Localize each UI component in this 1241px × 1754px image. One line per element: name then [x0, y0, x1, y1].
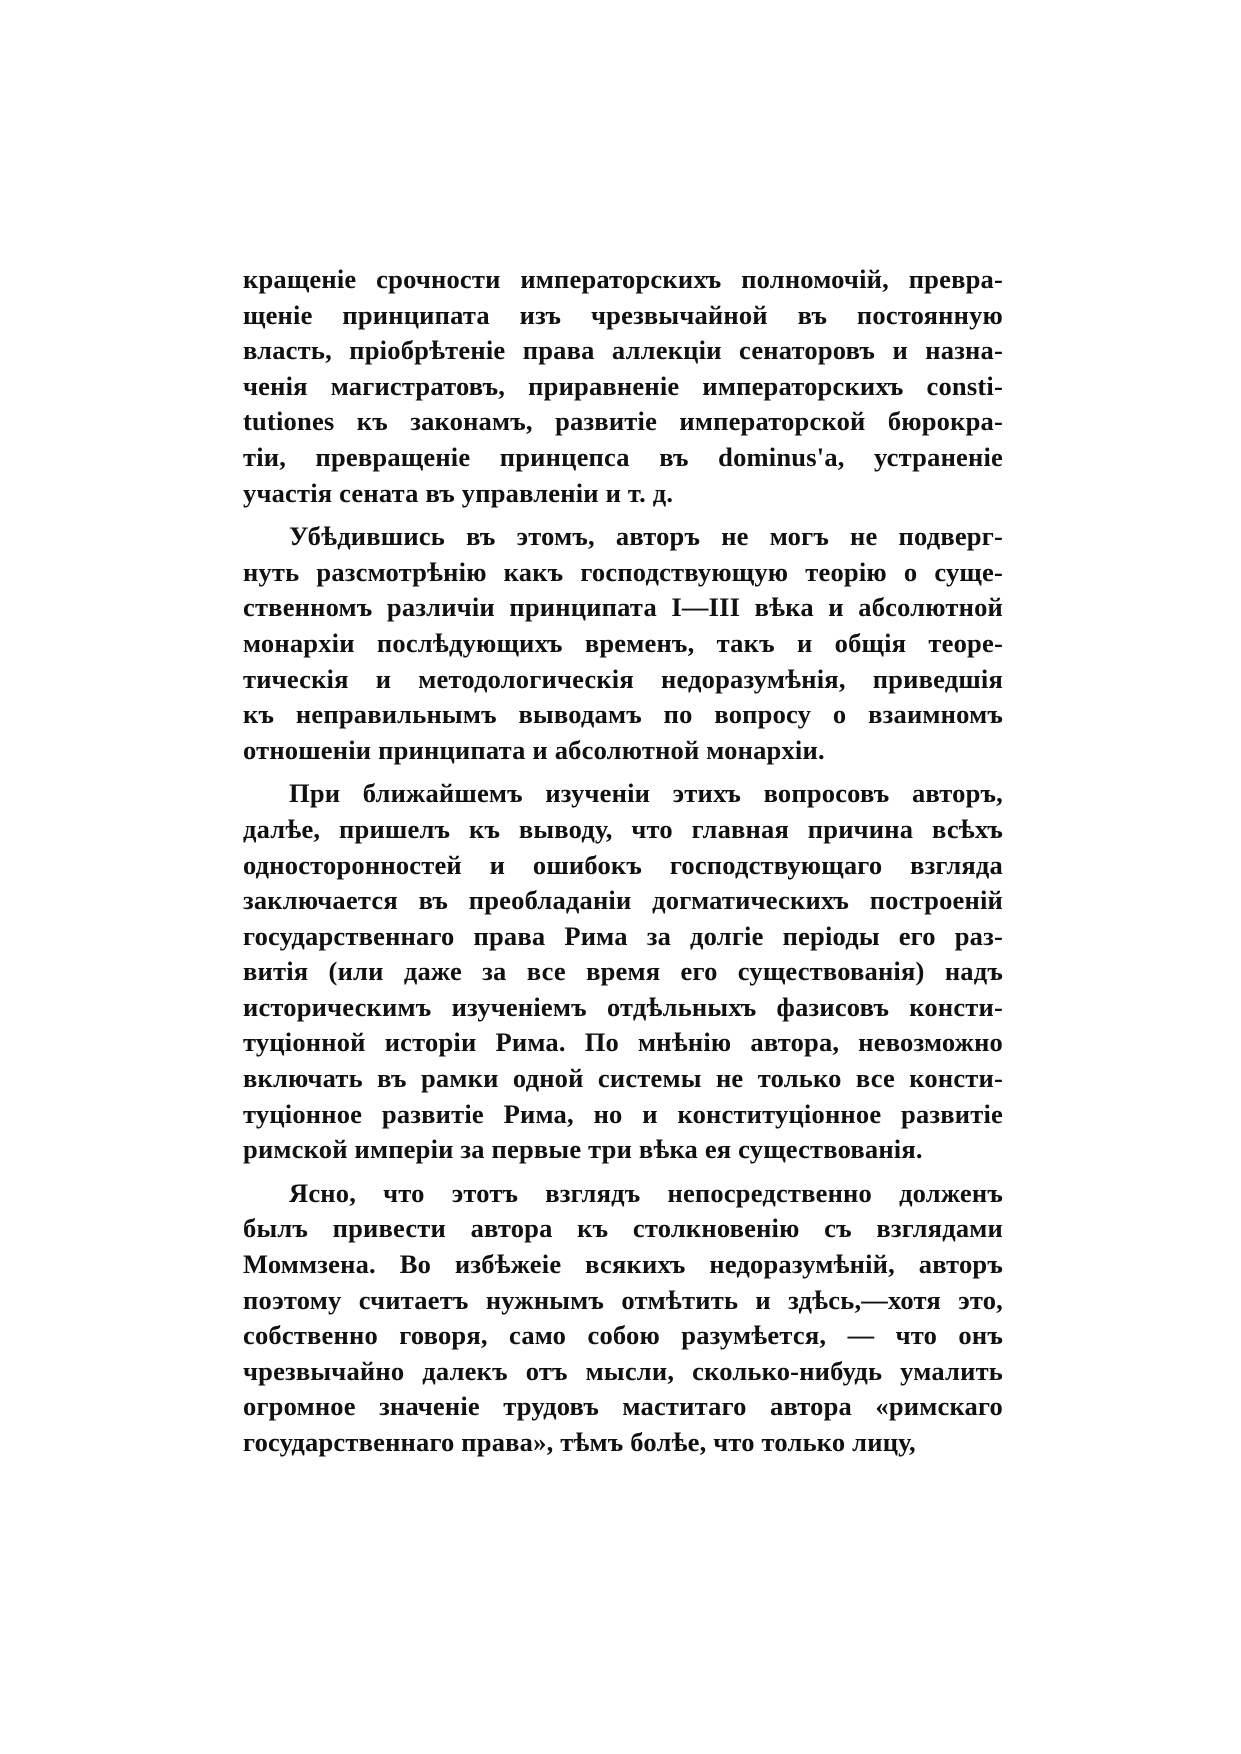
- text-line: римской имперіи за первые три вѣка ея существованія.: [243, 1134, 923, 1165]
- text-line: Моммзена. Во избѣжеіе всякихъ недоразумѣній, авторъ: [243, 1249, 1003, 1280]
- text-line: историческимъ изученіемъ отдѣльныхъ фазисовъ консти-: [243, 991, 1003, 1022]
- text-line: включать въ рамки одной системы не только все консти-: [243, 1063, 1003, 1094]
- text-line: участія сената въ управленіи и т. д.: [243, 477, 674, 508]
- text-line: При ближайшемъ изученіи этихъ вопросовъ авторъ,: [289, 778, 1003, 809]
- text-line: щеніе принципата изъ чрезвычайной въ постоянную: [243, 299, 1003, 330]
- paragraph: [243, 262, 1003, 511]
- text-line: отношеніи принципата и абсолютной монархіи.: [243, 734, 825, 765]
- text-line: витія (или даже за все время его существованія) надъ: [243, 956, 1003, 987]
- text-line: ственномъ различіи принципата I—III вѣка и абсолютной: [243, 592, 1003, 623]
- text-line: tutiones къ законамъ, развитіе императорской бюрокра-: [243, 406, 1003, 437]
- text-line: собственно говоря, само собою разумѣется, — что онъ: [243, 1320, 1003, 1351]
- text-line: поэтому считаетъ нужнымъ отмѣтить и здѣсь,—хотя это,: [243, 1284, 1003, 1315]
- text-line: Убѣдившись въ этомъ, авторъ не могъ не подверг-: [289, 521, 1003, 552]
- text-line: государственнаго права Рима за долгіе періоды его раз-: [243, 920, 1003, 951]
- text-line: кращеніе срочности императорскихъ полномочій, превра-: [243, 264, 1003, 294]
- text-line: былъ привести автора къ столкновенію съ взглядами: [243, 1213, 1003, 1244]
- text-line: власть, пріобрѣтеніе права аллекціи сенаторовъ и назна-: [243, 335, 1003, 366]
- paragraph: [243, 1176, 1003, 1461]
- paragraph: [243, 776, 1003, 1168]
- text-line: далѣе, пришелъ къ выводу, что главная причина всѣхъ: [243, 813, 1003, 844]
- paragraph: [243, 519, 1003, 768]
- text-line: односторонностей и ошибокъ господствующаго взгляда: [243, 849, 1003, 880]
- text-line: заключается въ преобладаніи догматическихъ построеній: [243, 885, 1003, 916]
- text-line: туціонной исторіи Рима. По мнѣнію автора, невозможно: [243, 1027, 1003, 1058]
- text-line: къ неправильнымъ выводамъ по вопросу о взаимномъ: [243, 699, 1003, 730]
- text-line: нуть разсмотрѣнію какъ господствующую теорію о суще-: [243, 556, 1003, 587]
- page-text: [243, 262, 1003, 1461]
- text-line: монархіи послѣдующихъ временъ, такъ и общія теоре-: [243, 627, 1003, 658]
- text-line: огромное значеніе трудовъ маститаго автора «римскаго: [243, 1391, 1003, 1422]
- text-line: туціонное развитіе Рима, но и конституціонное развитіе: [243, 1098, 1003, 1129]
- text-line: Ясно, что этотъ взглядъ непосредственно долженъ: [289, 1177, 1003, 1208]
- text-line: тическія и методологическія недоразумѣнія, приведшія: [243, 663, 1003, 694]
- text-line: ченія магистратовъ, приравненіе императорскихъ consti-: [243, 370, 1003, 401]
- text-line: государственнаго права», тѣмъ болѣе, что только лицу,: [243, 1427, 916, 1457]
- text-line: чрезвычайно далекъ отъ мысли, сколько-нибудь умалить: [243, 1355, 1003, 1386]
- text-line: тіи, превращеніе принцепса въ dominus'a, устраненіе: [243, 441, 1003, 472]
